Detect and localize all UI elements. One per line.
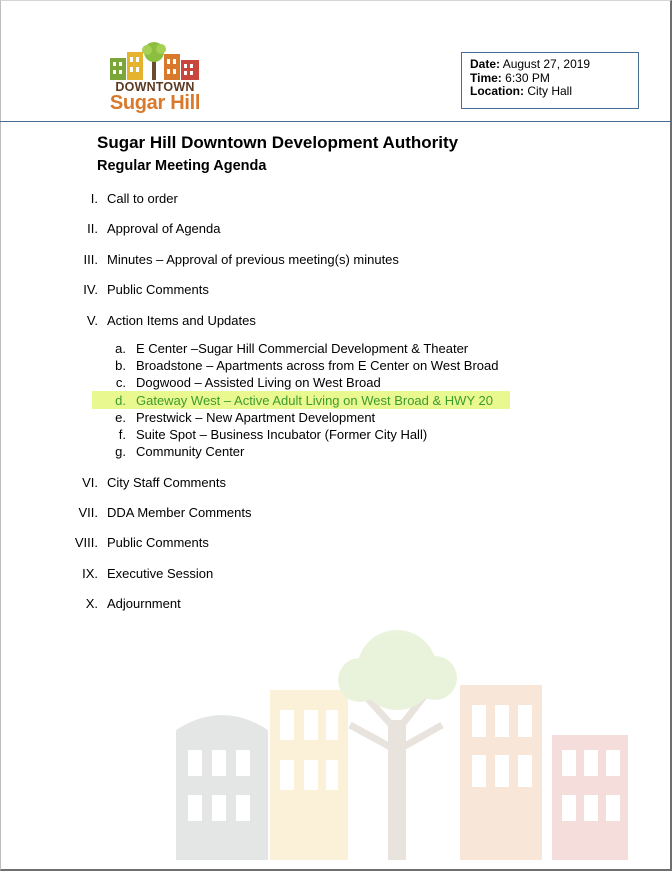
sub-item-letter: f. <box>118 427 126 442</box>
agenda-number: I. <box>90 191 98 206</box>
agenda-item-label: Action Items and Updates <box>107 313 256 328</box>
agenda-item-label: Public Comments <box>107 282 209 297</box>
location-value: City Hall <box>527 84 573 98</box>
sub-item-label: Suite Spot – Business Incubator (Former City Hall) <box>136 427 428 442</box>
logo-sugar-hill-text: Sugar Hill <box>109 92 201 114</box>
sub-item-letter: a. <box>115 341 126 356</box>
time-value: 6:30 PM <box>505 70 550 85</box>
date-value: August 27, 2019 <box>502 57 591 71</box>
agenda-number: VII. <box>78 505 98 520</box>
location-line <box>470 85 630 99</box>
sub-item-letter: e. <box>115 410 126 425</box>
agenda-number: X. <box>85 596 98 611</box>
logo-downtown-text: DOWNTOWN <box>115 80 195 94</box>
time-line <box>470 72 630 86</box>
agenda-number: V. <box>86 313 98 328</box>
sub-item-label: E Center –Sugar Hill Commercial Development & Theater <box>136 341 469 356</box>
agenda-number: VI. <box>82 475 98 490</box>
agenda-item-label: Minutes – Approval of previous meeting(s) minutes <box>107 252 399 267</box>
meeting-info-box <box>461 52 639 109</box>
agenda-item-label: Adjournment <box>107 596 181 611</box>
logo-buildings-icon <box>106 40 204 84</box>
agenda-item-label: Executive Session <box>107 566 214 581</box>
agenda-number: IX. <box>82 566 98 581</box>
agenda-number: II. <box>87 221 98 236</box>
sub-item-label-highlighted: Gateway West – Active Adult Living on West Broad & HWY 20 <box>136 393 493 408</box>
date-line <box>470 58 630 72</box>
buildings-watermark-icon <box>170 630 630 860</box>
sub-item-label: Broadstone – Apartments across from E Center on West Broad <box>136 358 499 373</box>
date-label: Date: <box>470 57 501 71</box>
sub-item-letter: b. <box>115 358 126 373</box>
agenda-number: III. <box>83 252 98 267</box>
agenda-number: VIII. <box>74 535 98 550</box>
agenda-item-label: DDA Member Comments <box>107 505 252 520</box>
location-label: Location: <box>470 84 524 98</box>
agenda-number: IV. <box>83 282 98 297</box>
agenda-item-label: Approval of Agenda <box>107 221 221 236</box>
sub-item-label: Dogwood – Assisted Living on West Broad <box>136 375 381 390</box>
sub-item-label: Prestwick – New Apartment Development <box>136 410 376 425</box>
sub-item-label: Community Center <box>136 444 245 459</box>
sub-item-letter: g. <box>115 444 126 459</box>
document-subtitle: Regular Meeting Agenda <box>97 158 267 174</box>
time-label: Time: <box>470 70 502 85</box>
sub-item-letter-highlighted: d. <box>115 393 126 408</box>
agenda-item-label: City Staff Comments <box>107 475 226 490</box>
agenda-item-label: Call to order <box>107 191 178 206</box>
header-divider <box>0 121 672 122</box>
agenda-item-label: Public Comments <box>107 535 209 550</box>
downtown-sugar-hill-logo <box>106 40 204 116</box>
document-title: Sugar Hill Downtown Development Authority <box>97 133 459 152</box>
sub-item-letter: c. <box>115 375 126 390</box>
